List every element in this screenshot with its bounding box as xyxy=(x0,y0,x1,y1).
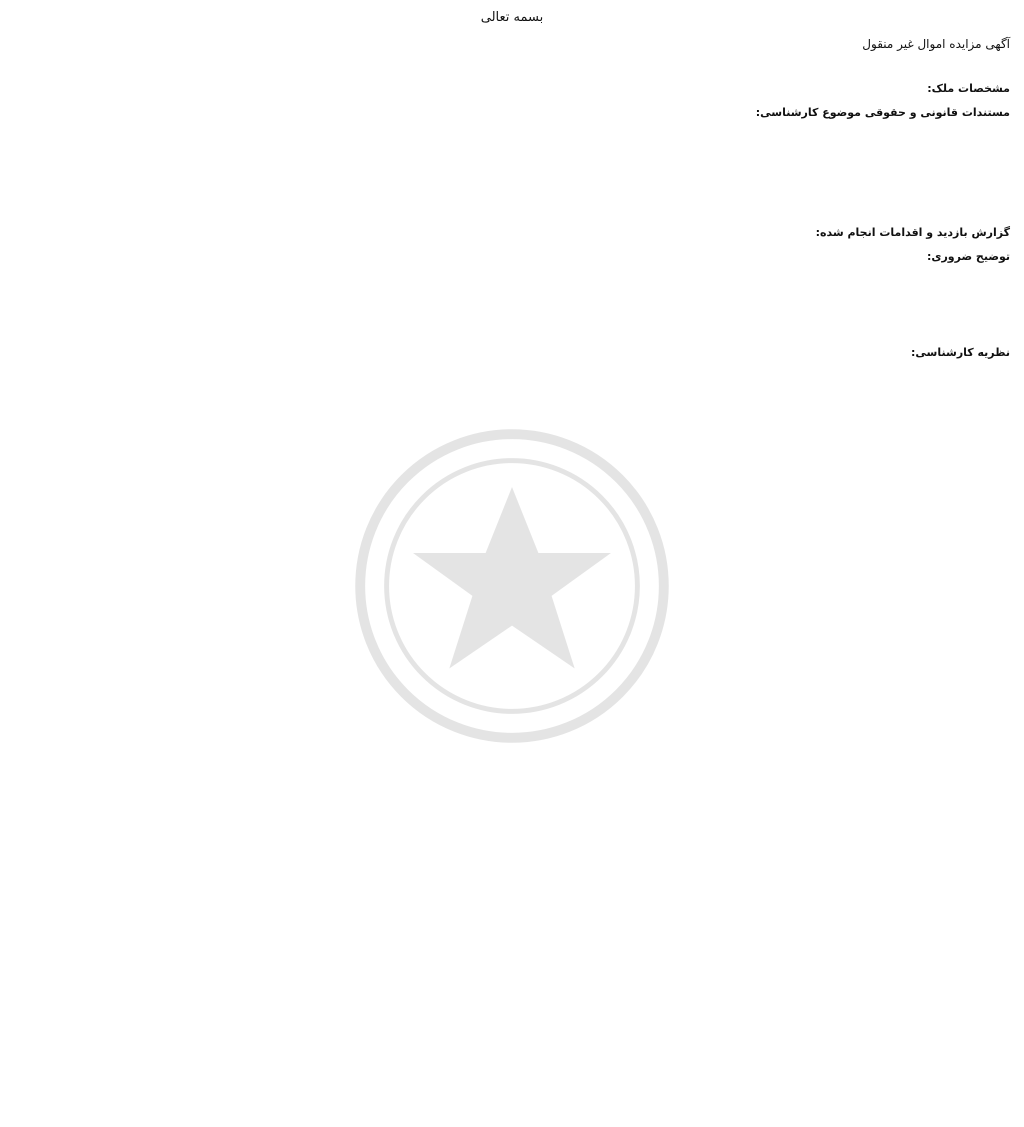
legal-docs-item xyxy=(14,129,1010,145)
expert-opinion-heading: نظریه کارشناسی: xyxy=(911,346,1010,359)
notes-section xyxy=(14,249,1010,265)
expert-opinion-item xyxy=(14,417,1010,433)
property-specs-heading: مشخصات ملک: xyxy=(927,82,1010,95)
expert-opinion-item xyxy=(14,465,1010,481)
legal-docs-heading: مستندات قانونی و حقوقی موضوع کارشناسی: xyxy=(755,106,1010,119)
legal-docs-section xyxy=(14,105,1010,121)
notes-item xyxy=(14,321,1010,337)
signature-line xyxy=(20,1095,1004,1113)
expert-opinion-section xyxy=(14,345,1010,361)
top-heading: بسمه تعالی xyxy=(480,10,544,25)
visit-report-heading: گزارش بازدید و اقدامات انجام شده: xyxy=(815,226,1010,239)
property-specs-section xyxy=(14,81,1010,97)
notice-title: آگهی مزایده اموال غیر منقول xyxy=(862,37,1010,51)
expert-opinion-item xyxy=(14,441,1010,457)
intro-paragraph xyxy=(14,57,1010,73)
expert-opinion-item xyxy=(14,393,1010,409)
legal-docs-item xyxy=(14,153,1010,169)
visit-report-section xyxy=(14,225,1010,241)
notes-item xyxy=(14,297,1010,313)
expert-opinion-item xyxy=(14,369,1010,385)
notes-heading: توضیح ضروری: xyxy=(926,250,1010,263)
legal-docs-item xyxy=(14,177,1010,193)
legal-docs-item xyxy=(14,201,1010,217)
notes-item xyxy=(14,273,1010,289)
